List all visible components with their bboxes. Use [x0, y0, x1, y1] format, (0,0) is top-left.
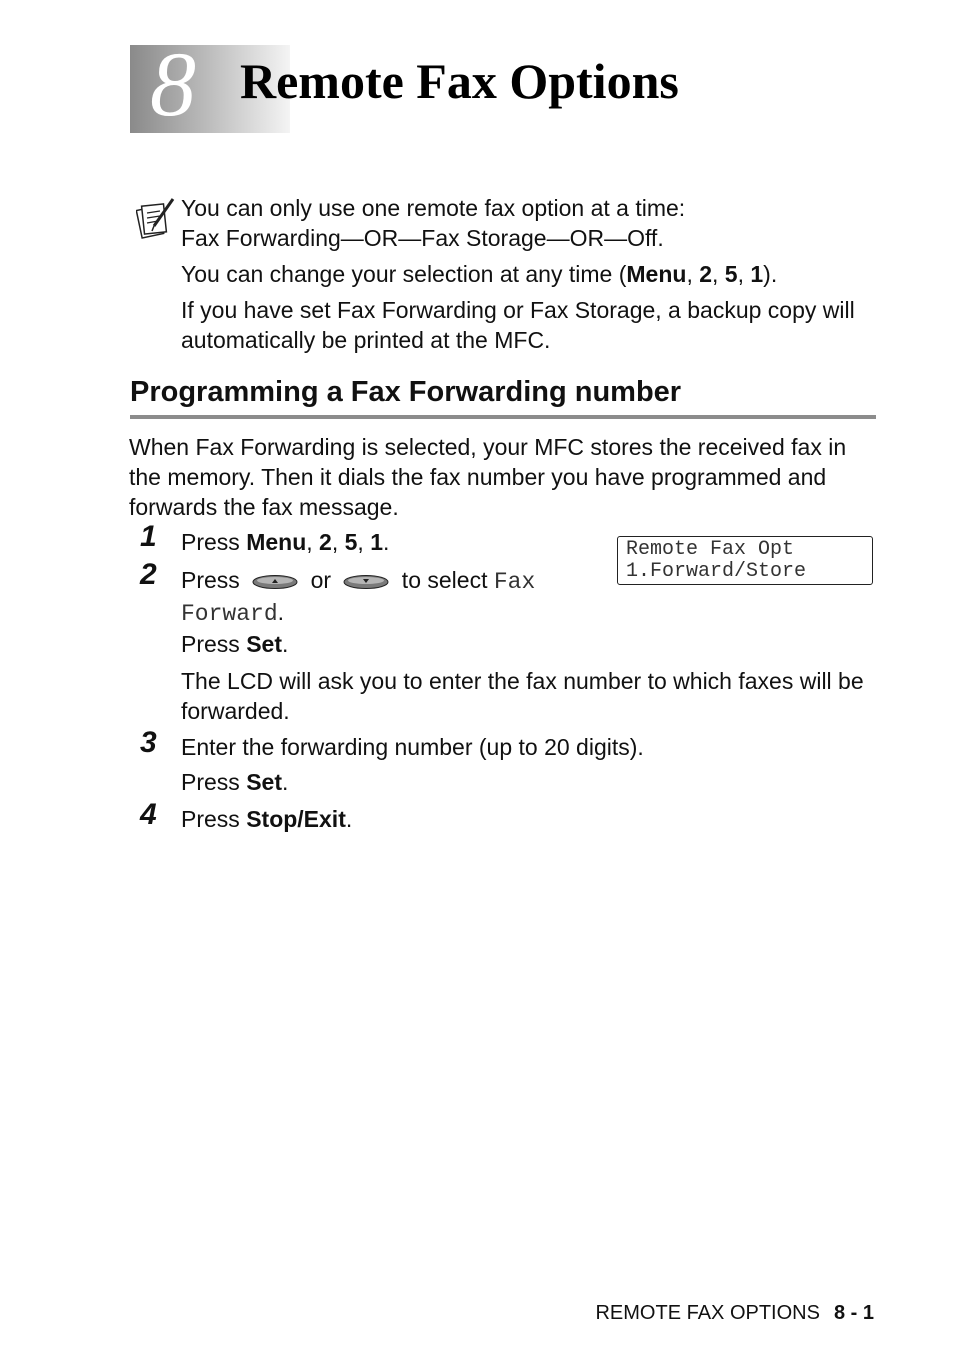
- key-2: 2: [699, 261, 713, 287]
- key-1: 1: [370, 529, 383, 555]
- section-intro: When Fax Forwarding is selected, your MFC stores the received fax in the memory. Then it dials the fax number you have programmed and forwards the fax message.: [129, 434, 847, 520]
- nav-up-button-icon: [252, 574, 298, 590]
- nav-down-button-icon: [343, 574, 389, 590]
- sep: ,: [737, 261, 751, 287]
- sep: ,: [686, 261, 700, 287]
- lcd-option-forward: Forward: [181, 601, 278, 627]
- key-1: 1: [750, 261, 764, 287]
- press-label: Press: [181, 529, 247, 555]
- sep: ,: [357, 529, 371, 555]
- section-heading: Programming a Fax Forwarding number: [130, 376, 682, 408]
- period: .: [281, 769, 289, 795]
- note-backup-copy: If you have set Fax Forwarding or Fax Storage, a backup copy will automatically be printed at the MFC.: [181, 297, 855, 353]
- lcd-line-1: Remote Fax Opt: [626, 538, 795, 561]
- period: .: [345, 806, 353, 832]
- step-3-text: Enter the forwarding number (up to 20 digits).: [181, 734, 644, 760]
- footer-section: REMOTE FAX OPTIONS: [595, 1302, 820, 1324]
- key-2: 2: [319, 529, 332, 555]
- period: .: [281, 631, 289, 657]
- sep: ,: [306, 529, 320, 555]
- step-2-press-set: [181, 629, 881, 659]
- or-label: or: [304, 567, 338, 593]
- footer-page-number: 8 - 1: [833, 1302, 874, 1324]
- note-text: [181, 193, 881, 253]
- step-1-text: [181, 527, 601, 557]
- chapter-number: 8: [150, 33, 196, 135]
- sep: ,: [331, 529, 345, 555]
- note-change-prefix: You can change your selection at any time (: [181, 261, 627, 287]
- step-number-1: 1: [140, 520, 157, 553]
- to-select-label: to select: [395, 567, 494, 593]
- note-change-selection: [181, 259, 881, 289]
- key-5: 5: [344, 529, 358, 555]
- lcd-display: [617, 536, 873, 585]
- lcd-line-2: 1.Forward/Store: [626, 560, 807, 583]
- key-menu: Menu: [626, 261, 687, 287]
- step-4-text: [181, 804, 881, 834]
- key-stop-exit: Stop/Exit: [246, 806, 346, 832]
- key-menu: Menu: [246, 529, 307, 555]
- note-line-2: Fax Forwarding—OR—Fax Storage—OR—Off.: [181, 225, 664, 251]
- key-set: Set: [246, 631, 282, 657]
- press-label: Press: [181, 567, 247, 593]
- press-label: Press: [181, 769, 247, 795]
- press-label: Press: [181, 631, 247, 657]
- note-pencil-icon: [136, 196, 176, 240]
- step-number-4: 4: [140, 798, 157, 831]
- step-3-press-set: [181, 767, 881, 797]
- period: .: [277, 599, 285, 625]
- step-number-2: 2: [140, 558, 157, 591]
- sep: ,: [712, 261, 725, 287]
- period: .: [382, 529, 390, 555]
- note-change-suffix: ).: [763, 261, 778, 287]
- section-divider: [130, 415, 876, 419]
- note-line-1: You can only use one remote fax option at a time:: [181, 195, 686, 221]
- chapter-title: Remote Fax Options: [240, 53, 679, 109]
- press-label: Press: [181, 806, 247, 832]
- key-5: 5: [724, 261, 738, 287]
- key-set: Set: [246, 769, 282, 795]
- page-footer: [595, 1301, 874, 1325]
- step-number-3: 3: [140, 726, 157, 759]
- lcd-option-fax: Fax: [493, 569, 536, 595]
- step-2-lcd-prompt: The LCD will ask you to enter the fax number to which faxes will be forwarded.: [181, 668, 864, 724]
- step-2-text: [181, 565, 601, 629]
